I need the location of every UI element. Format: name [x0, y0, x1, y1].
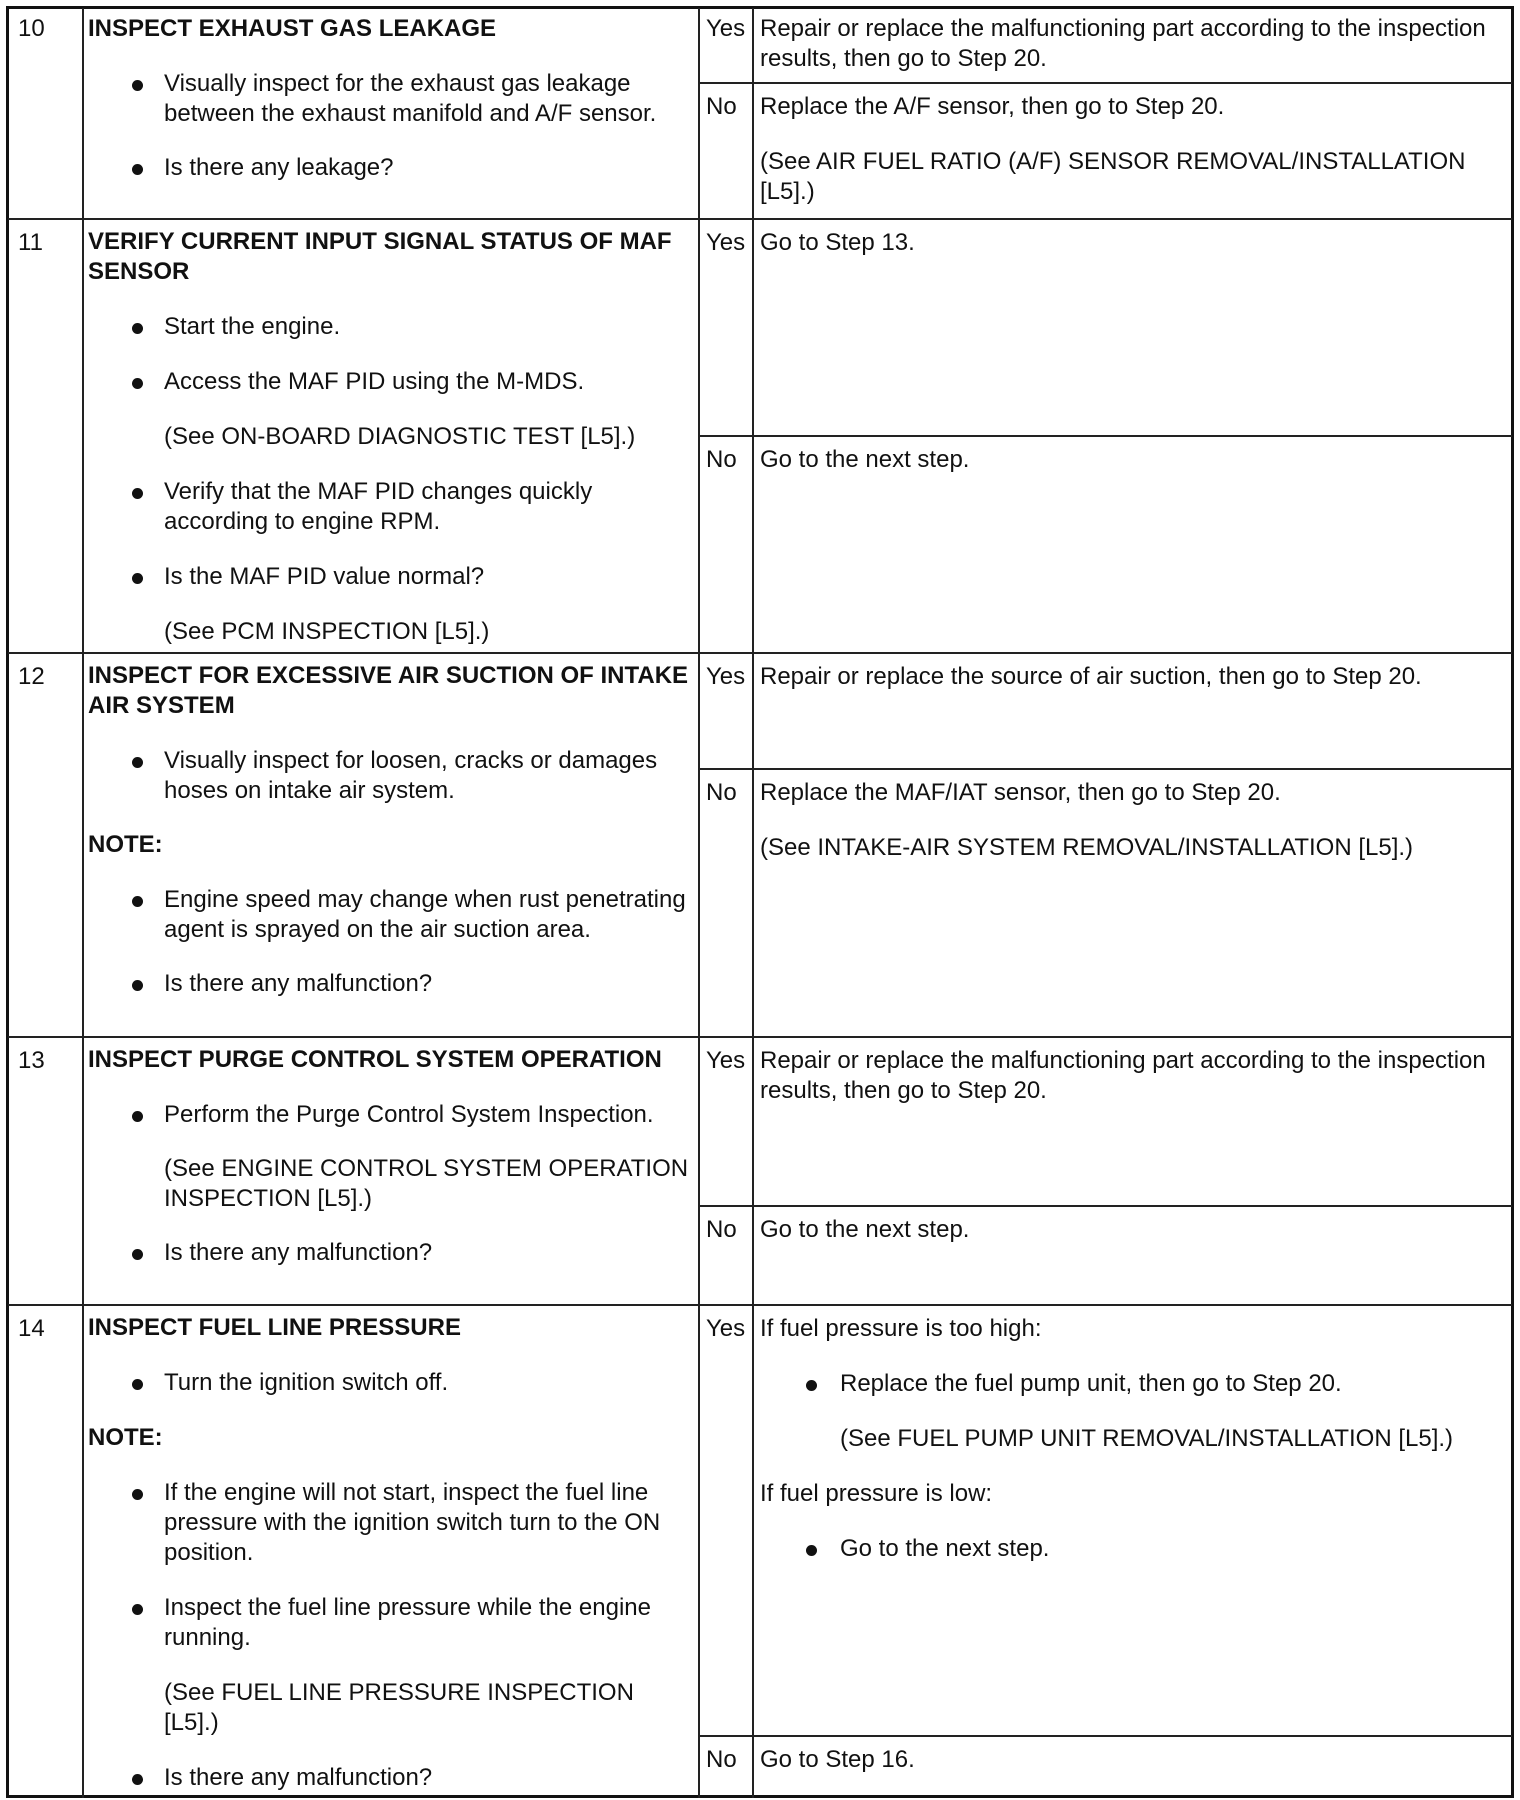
step-title: INSPECT FUEL LINE PRESSURE — [88, 1314, 461, 1341]
step-bullet: Perform the Purge Control System Inspection. — [88, 1100, 694, 1130]
step-bullet: Visually inspect for loosen, cracks or damages hoses on intake air system. — [88, 746, 694, 806]
yes-label: Yes — [706, 663, 746, 690]
step-number: 14 — [18, 1315, 45, 1342]
step-bullet: Is there any malfunction? — [88, 969, 694, 999]
yes-condition-low: If fuel pressure is low: — [760, 1480, 993, 1507]
yes-label: Yes — [706, 1315, 746, 1342]
yes-label: Yes — [706, 15, 746, 42]
step-bullet: Inspect the fuel line pressure while the engine running. — [88, 1593, 694, 1653]
yes-label: Yes — [706, 229, 746, 256]
step-11-content — [88, 227, 694, 647]
yes-result — [754, 1306, 1510, 1564]
yes-bullet: Go to the next step. — [760, 1534, 1500, 1564]
step-number: 13 — [18, 1047, 45, 1074]
step-bullet: Is there any malfunction? — [88, 1763, 694, 1793]
step-12-content — [88, 661, 694, 999]
no-label: No — [706, 779, 737, 806]
step-bullet: Is there any leakage? — [88, 153, 694, 183]
yes-label: Yes — [706, 1047, 746, 1074]
no-result — [754, 84, 1510, 207]
yes-result: Repair or replace the malfunctioning part according to the inspection results, then go to Step 20. — [760, 1047, 1486, 1104]
no-label: No — [706, 446, 737, 473]
no-label: No — [706, 93, 737, 120]
step-bullet: Is there any malfunction? — [88, 1238, 694, 1268]
step-number: 11 — [18, 229, 43, 256]
yes-result: Repair or replace the source of air suction, then go to Step 20. — [760, 663, 1422, 690]
step-bullet: Visually inspect for the exhaust gas leakage between the exhaust manifold and A/F sensor. — [88, 69, 694, 129]
no-result-text: Replace the A/F sensor, then go to Step 20. — [760, 93, 1225, 120]
no-result: Go to the next step. — [760, 1216, 970, 1243]
no-label: No — [706, 1216, 737, 1243]
step-10-content — [88, 14, 694, 183]
no-result — [754, 770, 1510, 863]
no-result-text: Replace the MAF/IAT sensor, then go to Step 20. — [760, 779, 1281, 806]
step-bullet: If the engine will not start, inspect the fuel line pressure with the ignition switch turn to the ON position. — [88, 1478, 694, 1568]
no-result: Go to Step 16. — [760, 1746, 915, 1773]
step-reference: (See PCM INSPECTION [L5].) — [164, 618, 490, 645]
step-bullet: Verify that the MAF PID changes quickly according to engine RPM. — [88, 477, 694, 537]
yes-reference: (See FUEL PUMP UNIT REMOVAL/INSTALLATION [L5].) — [840, 1425, 1454, 1452]
step-reference: (See ON-BOARD DIAGNOSTIC TEST [L5].) — [164, 423, 636, 450]
step-title: INSPECT FOR EXCESSIVE AIR SUCTION OF INTAKE AIR SYSTEM — [88, 662, 689, 719]
step-title: INSPECT EXHAUST GAS LEAKAGE — [88, 15, 497, 42]
column-divider — [82, 8, 84, 1798]
note-label: NOTE: — [88, 831, 163, 858]
step-bullet: Access the MAF PID using the M-MDS. — [88, 367, 694, 397]
step-bullet: Start the engine. — [88, 312, 694, 342]
step-number: 12 — [18, 663, 45, 690]
no-result: Go to the next step. — [760, 446, 970, 473]
no-label: No — [706, 1746, 737, 1773]
note-label: NOTE: — [88, 1424, 163, 1451]
step-reference: (See FUEL LINE PRESSURE INSPECTION [L5].) — [164, 1679, 634, 1736]
no-result-reference: (See AIR FUEL RATIO (A/F) SENSOR REMOVAL/INSTALLATION [L5].) — [760, 148, 1466, 205]
step-reference: (See ENGINE CONTROL SYSTEM OPERATION INSPECTION [L5].) — [164, 1155, 689, 1212]
step-bullet: Turn the ignition switch off. — [88, 1368, 694, 1398]
yes-bullet: Replace the fuel pump unit, then go to Step 20. — [760, 1369, 1500, 1399]
yes-condition-high: If fuel pressure is too high: — [760, 1315, 1042, 1342]
column-divider — [698, 8, 700, 1798]
no-result-reference: (See INTAKE-AIR SYSTEM REMOVAL/INSTALLATION [L5].) — [760, 834, 1414, 861]
step-title: INSPECT PURGE CONTROL SYSTEM OPERATION — [88, 1046, 662, 1073]
yes-result: Repair or replace the malfunctioning part according to the inspection results, then go to Step 20. — [760, 15, 1486, 72]
step-bullet: Is the MAF PID value normal? — [88, 562, 694, 592]
step-bullet: Engine speed may change when rust penetrating agent is sprayed on the air suction area. — [88, 885, 694, 945]
step-title: VERIFY CURRENT INPUT SIGNAL STATUS OF MAF SENSOR — [88, 228, 672, 285]
step-number: 10 — [18, 15, 45, 42]
step-14-content — [88, 1313, 694, 1793]
step-13-content — [88, 1045, 694, 1268]
yes-result: Go to Step 13. — [760, 229, 915, 256]
